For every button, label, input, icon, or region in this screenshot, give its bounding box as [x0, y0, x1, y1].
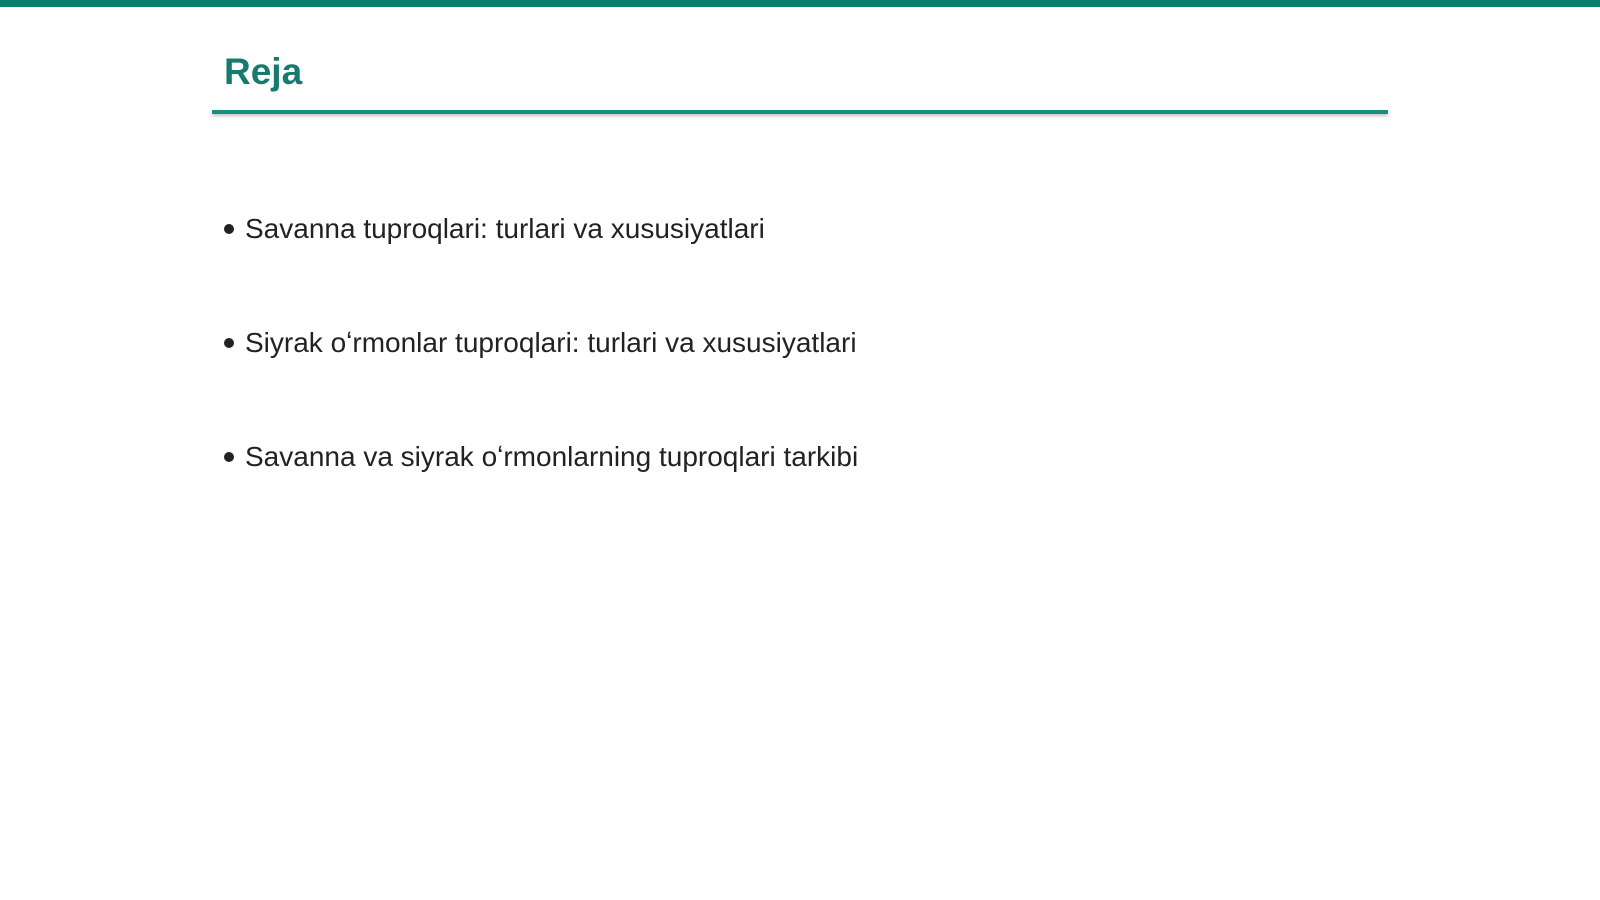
bullet-dot-icon — [224, 338, 234, 348]
bullet-item — [224, 207, 858, 321]
bullet-item — [224, 321, 858, 435]
bullet-dot-icon — [224, 452, 234, 462]
bullet-item — [224, 435, 858, 549]
bullet-dot-icon — [224, 224, 234, 234]
bullet-text: Savanna tuproqlari: turlari va xususiyatlari — [245, 213, 765, 244]
bullet-list — [224, 207, 858, 549]
title-underline — [212, 110, 1388, 114]
slide-title: Reja — [224, 51, 303, 92]
bullet-text: Siyrak oʻrmonlar tuproqlari: turlari va xususiyatlari — [245, 327, 857, 358]
top-accent-bar — [0, 0, 1600, 7]
bullet-text: Savanna va siyrak oʻrmonlarning tuproqlari tarkibi — [245, 441, 859, 472]
